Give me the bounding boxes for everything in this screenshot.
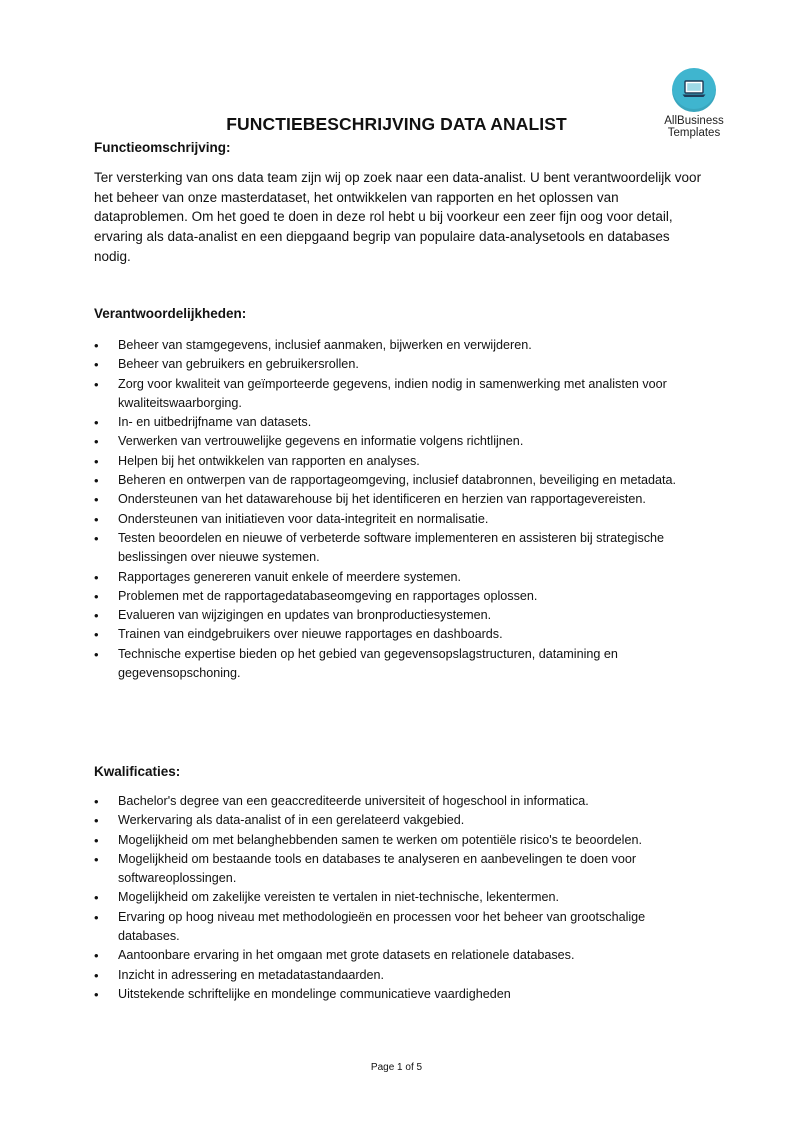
list-item: • Mogelijkheid om zakelijke vereisten te vertalen in niet-technische, lekentermen. xyxy=(94,888,694,907)
list-item: • Inzicht in adressering en metadatastandaarden. xyxy=(94,966,694,985)
list-item: • Beheer van stamgegevens, inclusief aanmaken, bijwerken en verwijderen. xyxy=(94,336,694,355)
list-item: • Helpen bij het ontwikkelen van rapporten en analyses. xyxy=(94,452,694,471)
qualifications-list xyxy=(94,792,694,1004)
list-item: • Werkervaring als data-analist of in een gerelateerd vakgebied. xyxy=(94,811,694,830)
list-item: • Verwerken van vertrouwelijke gegevens en informatie volgens richtlijnen. xyxy=(94,432,694,451)
list-item: • Evalueren van wijzigingen en updates van bronproductiesystemen. xyxy=(94,606,694,625)
list-item: • Trainen van eindgebruikers over nieuwe rapportages en dashboards. xyxy=(94,625,694,644)
list-item: • Testen beoordelen en nieuwe of verbeterde software implementeren en assisteren bij strategische beslissingen over nieuwe systemen. xyxy=(94,529,694,568)
list-item: • Mogelijkheid om met belanghebbenden samen te werken om potentiële risico's te beoordelen. xyxy=(94,831,694,850)
list-item: • Ervaring op hoog niveau met methodologieën en processen voor het beheer van grootschalige databases. xyxy=(94,908,694,947)
list-item: • Ondersteunen van het datawarehouse bij het identificeren en herzien van rapportagevereisten. xyxy=(94,490,694,509)
logo-text-line2: Templates xyxy=(667,127,721,139)
list-item: • Problemen met de rapportagedatabaseomgeving en rapportages oplossen. xyxy=(94,587,694,606)
list-item: • Rapportages genereren vanuit enkele of meerdere systemen. xyxy=(94,568,694,587)
list-item: • Ondersteunen van initiatieven voor data-integriteit en normalisatie. xyxy=(94,510,694,529)
laptop-icon xyxy=(672,68,716,112)
list-item: • Zorg voor kwaliteit van geïmporteerde gegevens, indien nodig in samenwerking met analisten voor kwaliteitswaarborging. xyxy=(94,375,694,414)
list-item: • Bachelor's degree van een geaccrediteerde universiteit of hogeschool in informatica. xyxy=(94,792,694,811)
page-title: FUNCTIEBESCHRIJVING DATA ANALIST xyxy=(226,114,567,134)
qualifications-heading: Kwalificaties: xyxy=(94,764,181,779)
responsibilities-list xyxy=(94,336,694,683)
description-paragraph: Ter versterking van ons data team zijn wij op zoek naar een data-analist. U bent verantwoordelijk voor het beheer van onze masterdataset, het ontwikkelen van rapporten en het oplossen van dataproblemen. Om het goed te doen in deze rol hebt u bij voorkeur een zeer fijn oog voor detail, ervaring als data-analist en een diepgaand begrip van populaire data-analysetools en databases nodig. xyxy=(94,170,702,264)
description-heading: Functieomschrijving: xyxy=(94,140,231,155)
list-item: • Beheren en ontwerpen van de rapportageomgeving, inclusief databronnen, beveiliging en metadata. xyxy=(94,471,694,490)
list-item: • Uitstekende schriftelijke en mondelinge communicatieve vaardigheden xyxy=(94,985,694,1004)
page-number: Page 1 of 5 xyxy=(370,1062,423,1073)
responsibilities-heading: Verantwoordelijkheden: xyxy=(94,306,247,321)
logo-text-line1: AllBusiness xyxy=(664,115,724,127)
list-item: • In- en uitbedrijfname van datasets. xyxy=(94,413,694,432)
list-item: • Mogelijkheid om bestaande tools en databases te analyseren en aanbevelingen te doen voor softwareoplossingen. xyxy=(94,850,694,889)
list-item: • Technische expertise bieden op het gebied van gegevensopslagstructuren, datamining en gegevensopschoning. xyxy=(94,645,694,684)
list-item: • Aantoonbare ervaring in het omgaan met grote datasets en relationele databases. xyxy=(94,946,694,965)
list-item: • Beheer van gebruikers en gebruikersrollen. xyxy=(94,355,694,374)
